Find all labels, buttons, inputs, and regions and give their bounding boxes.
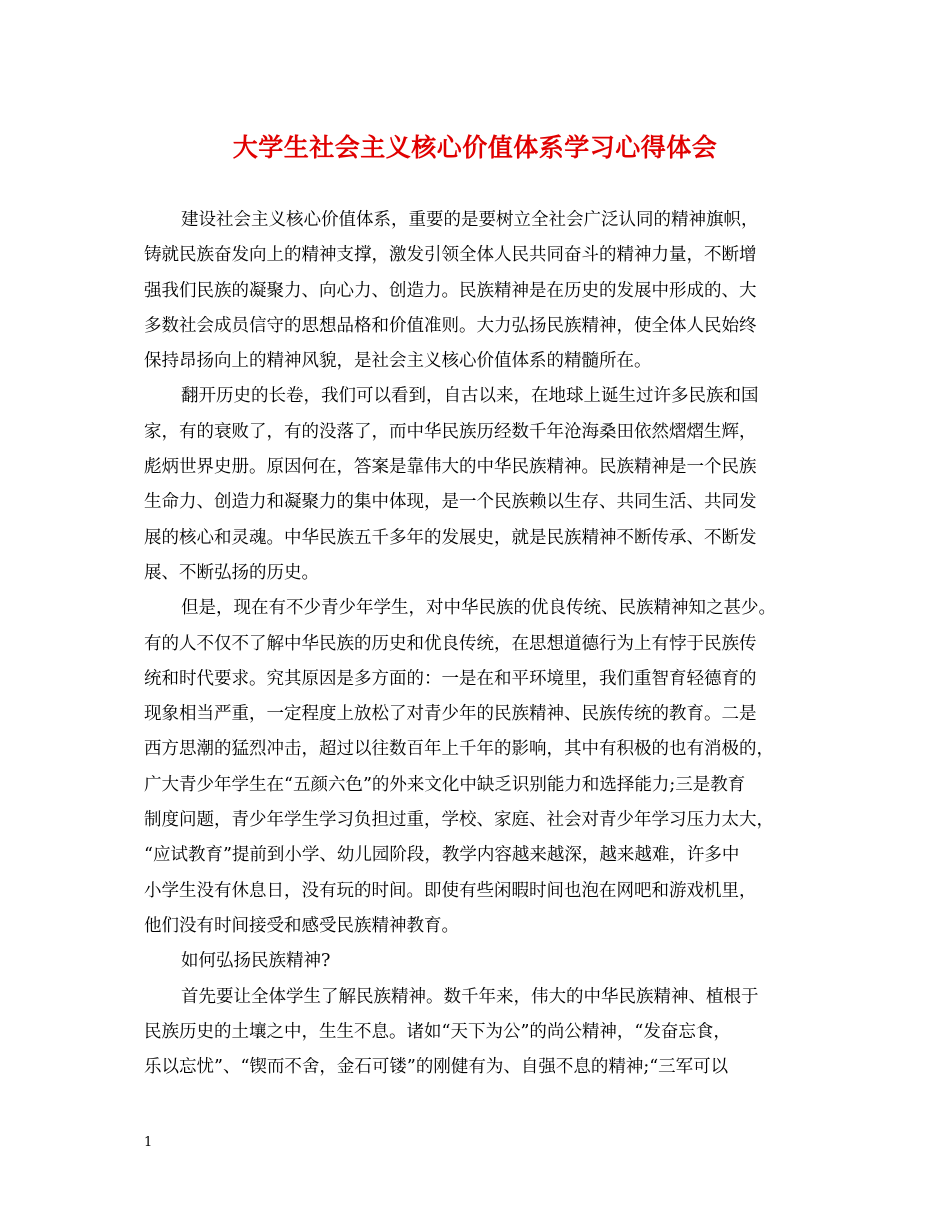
document-title: 大学生社会主义核心价值体系学习心得体会 xyxy=(232,133,718,162)
paragraph xyxy=(144,980,814,1086)
text-line: 他们没有时间接受和感受民族精神教育。 xyxy=(144,915,459,936)
text-line: 建设社会主义核心价值体系，重要的是要树立全社会广泛认同的精神旗帜， xyxy=(181,210,759,230)
text-line: 民族历史的土壤之中，生生不息。诸如“天下为公”的尚公精神，“发奋忘食， xyxy=(144,1021,731,1042)
text-line: 家，有的衰败了，有的没落了，而中华民族历经数千年沧海桑田依然熠熠生辉， xyxy=(144,421,757,442)
text-line: 彪炳世界史册。原因何在，答案是靠伟大的中华民族精神。民族精神是一个民族 xyxy=(144,457,757,478)
paragraph xyxy=(144,379,814,591)
text-line: 但是，现在有不少青少年学生，对中华民族的优良传统、民族精神知之甚少。 xyxy=(181,598,776,619)
text-line: 如何弘扬民族精神? xyxy=(181,951,331,972)
paragraph xyxy=(144,203,814,379)
text-line: 乐以忘忧”、“锲而不舍，金石可镂”的刚健有为、自强不息的精神;“三军可以 xyxy=(144,1057,729,1078)
text-line: 铸就民族奋发向上的精神支撑，激发引领全体人民共同奋斗的精神力量，不断增 xyxy=(144,245,757,266)
text-line: 首先要让全体学生了解民族精神。数千年来，伟大的中华民族精神、植根于 xyxy=(181,986,759,1007)
text-line: 生命力、创造力和凝聚力的集中体现，是一个民族赖以生存、共同生活、共同发 xyxy=(144,492,757,513)
text-line: 有的人不仅不了解中华民族的历史和优良传统，在思想道德行为上有悖于民族传 xyxy=(144,633,757,654)
text-line: 强我们民族的凝聚力、向心力、创造力。民族精神是在历史的发展中形成的、大 xyxy=(144,280,757,301)
text-line: 展、不断弘扬的历史。 xyxy=(144,562,319,583)
text-line: 制度问题，青少年学生学习负担过重，学校、家庭、社会对青少年学习压力太大， xyxy=(144,810,774,831)
text-line: 多数社会成员信守的思想品格和价值准则。大力弘扬民族精神，使全体人民始终 xyxy=(144,315,757,336)
page-number: 1 xyxy=(144,1135,153,1150)
text-line: 翻开历史的长卷，我们可以看到，自古以来，在地球上诞生过许多民族和国 xyxy=(181,386,759,407)
text-line: “应试教育”提前到小学、幼儿园阶段，教学内容越来越深，越来越难，许多中 xyxy=(144,845,740,866)
text-line: 西方思潮的猛烈冲击，超过以往数百年上千年的影响，其中有积极的也有消极的， xyxy=(144,739,774,760)
text-line: 展的核心和灵魂。中华民族五千多年的发展史，就是民族精神不断传承、不断发 xyxy=(144,527,757,548)
paragraph xyxy=(144,944,814,979)
text-line: 现象相当严重，一定程度上放松了对青少年的民族精神、民族传统的教育。二是 xyxy=(144,704,757,725)
text-line: 统和时代要求。究其原因是多方面的：一是在和平环境里，我们重智育轻德育的 xyxy=(144,668,757,689)
text-line: 保持昂扬向上的精神风貌，是社会主义核心价值体系的精髓所在。 xyxy=(144,351,652,372)
paragraph xyxy=(144,591,814,944)
text-line: 小学生没有休息日，没有玩的时间。即使有些闲暇时间也泡在网吧和游戏机里， xyxy=(144,880,757,901)
text-line: 广大青少年学生在“五颜六色”的外来文化中缺乏识别能力和选择能力;三是教育 xyxy=(144,774,746,795)
document-body xyxy=(144,203,814,1085)
